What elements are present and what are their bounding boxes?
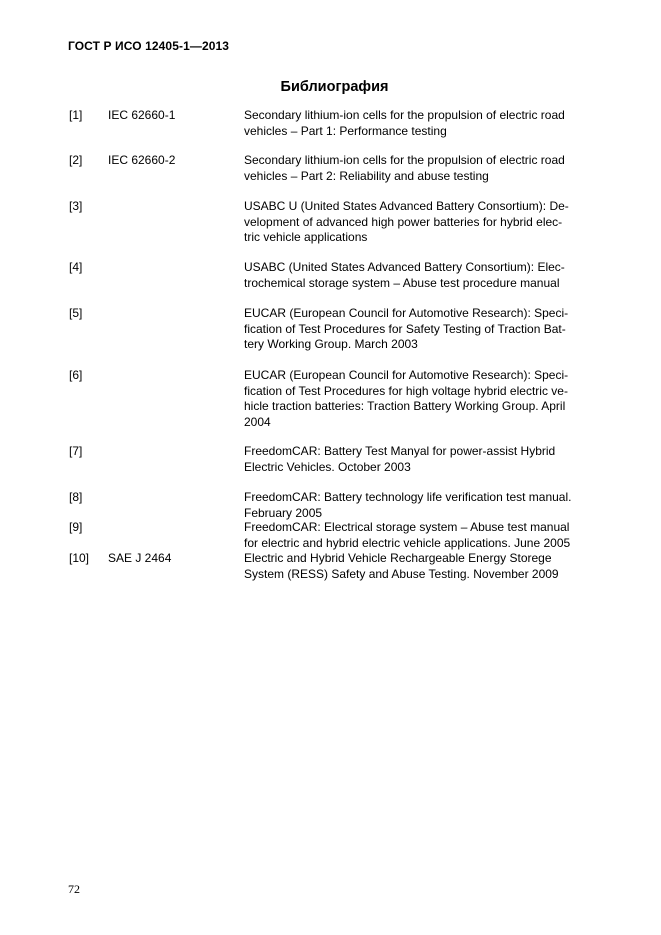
entry-number: [9] (69, 520, 83, 534)
entry-number: [10] (69, 551, 90, 565)
entry-text: FreedomCAR: Electrical storage system – Abuse test manual for electric and hybrid electric vehicle applications. June 2005 (244, 520, 571, 550)
entry-number: [3] (69, 199, 83, 213)
page-number: 72 (68, 882, 80, 896)
entry-code: SAE J 2464 (108, 551, 172, 565)
document-header: ГОСТ Р ИСО 12405-1—2013 (68, 39, 230, 53)
entry-number: [4] (69, 260, 83, 274)
entry-code: IEC 62660-2 (108, 153, 176, 167)
entry-text: EUCAR (European Council for Automotive Research): Speci- fication of Test Procedures for high voltage hybrid electric ve- hicle traction batteries: Traction Battery Working Group. April 2004 (244, 368, 569, 429)
entry-text: EUCAR (European Council for Automotive Research): Speci- fication of Test Procedures for Safety Testing of Traction Bat- tery Working Group. March 2003 (244, 306, 569, 351)
entry-text: USABC (United States Advanced Battery Consortium): Elec- trochemical storage system – Abuse test procedure manual (244, 260, 565, 290)
entry-text: Secondary lithium-ion cells for the propulsion of electric road vehicles – Part 1: Performance testing (244, 108, 565, 138)
bibliography-title: Библиография (280, 79, 389, 95)
entry-number: [8] (69, 490, 83, 504)
entry-number: [6] (69, 368, 83, 382)
entry-text: Electric and Hybrid Vehicle Rechargeable Energy Storege System (RESS) Safety and Abuse Testing. November 2009 (244, 551, 559, 581)
entry-code: IEC 62660-1 (108, 108, 176, 122)
entry-number: [5] (69, 306, 83, 320)
entry-text: USABC U (United States Advanced Battery Consortium): De- velopment of advanced high power batteries for hybrid elec- tric vehicle applications (244, 199, 569, 244)
entry-number: [7] (69, 444, 83, 458)
entry-text: Secondary lithium-ion cells for the propulsion of electric road vehicles – Part 2: Reliability and abuse testing (244, 153, 565, 183)
entry-text: FreedomCAR: Battery technology life verification test manual. February 2005 (244, 490, 572, 520)
entry-number: [2] (69, 153, 83, 167)
entry-text: FreedomCAR: Battery Test Manyal for power-assist Hybrid Electric Vehicles. October 2003 (244, 444, 556, 474)
entry-number: [1] (69, 108, 83, 122)
